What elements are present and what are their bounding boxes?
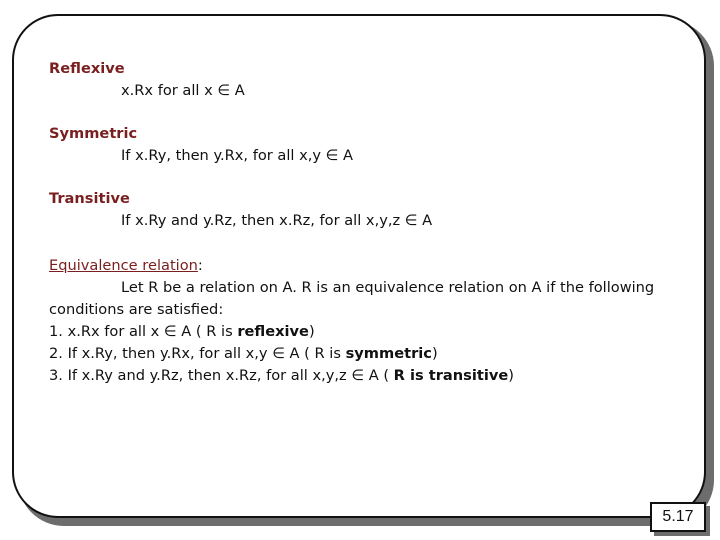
- reflexive-definition: x.Rx for all x ∈ A: [121, 82, 245, 99]
- page-number: 5.17: [650, 502, 706, 532]
- equivalence-heading: Equivalence relation: [49, 257, 198, 274]
- condition-text: 3. If x.Ry and y.Rz, then x.Rz, for all x,y,z ∈ A (: [49, 367, 394, 384]
- equivalence-intro-line1: Let R be a relation on A. R is an equivalence relation on A if the following: [121, 279, 655, 296]
- condition-close: ): [431, 345, 438, 362]
- equivalence-colon: :: [197, 257, 203, 274]
- condition-item: [49, 365, 689, 387]
- equivalence-heading-line: [49, 255, 689, 277]
- slide-content: [49, 58, 689, 387]
- symmetric-heading: Symmetric: [49, 125, 138, 142]
- equivalence-intro-line2: conditions are satisfied:: [49, 301, 224, 318]
- condition-text: 2. If x.Ry, then y.Rx, for all x,y ∈ A ( R is: [49, 345, 346, 362]
- condition-property: symmetric: [345, 345, 432, 362]
- condition-text: 1. x.Rx for all x ∈ A ( R is: [49, 323, 238, 340]
- condition-item: [49, 321, 689, 343]
- condition-item: [49, 343, 689, 365]
- transitive-definition: If x.Ry and y.Rz, then x.Rz, for all x,y,z ∈ A: [121, 212, 433, 229]
- reflexive-heading: Reflexive: [49, 60, 125, 77]
- transitive-heading: Transitive: [49, 190, 130, 207]
- condition-close: ): [508, 367, 514, 384]
- condition-property: reflexive: [237, 323, 309, 340]
- condition-property: R is transitive: [393, 367, 509, 384]
- symmetric-definition: If x.Ry, then y.Rx, for all x,y ∈ A: [121, 147, 353, 164]
- condition-close: ): [308, 323, 315, 340]
